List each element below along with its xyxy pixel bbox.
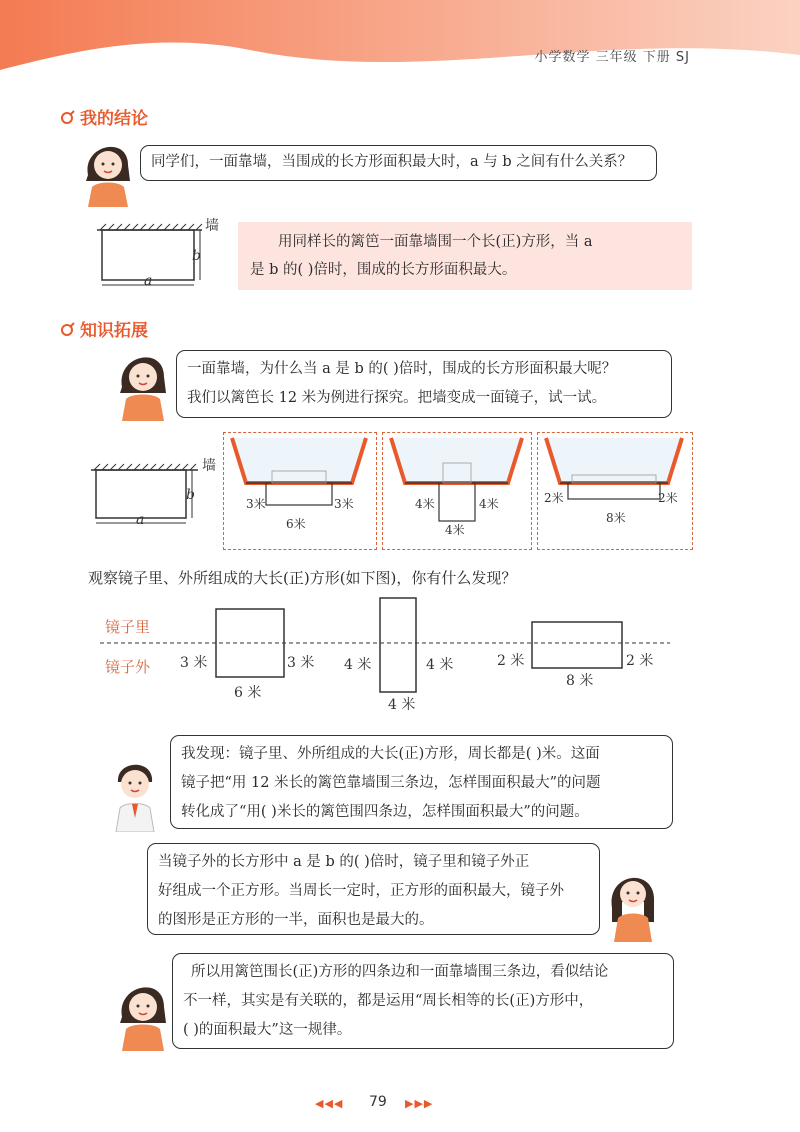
inside-mirror-label: 镜子里 <box>105 618 151 636</box>
question-text: 同学们，一面靠墙，当围成的长方形面积最大时，a 与 b 之间有什么关系？ <box>151 154 633 170</box>
girl-avatar <box>604 862 662 942</box>
final-conclusion-bubble <box>172 953 674 1049</box>
rect1-left-label: 3 米 <box>180 655 208 671</box>
wall-rectangle-diagram <box>92 215 222 295</box>
mirror-left-label: 4米 <box>415 497 435 511</box>
a-label: a <box>136 512 145 528</box>
mirror-right-label: 3米 <box>334 497 354 511</box>
mirror-bottom-label: 6米 <box>286 517 306 531</box>
statement-line-1: 用同样长的篱笆一面靠墙围一个长(正)方形，当 a <box>278 234 593 250</box>
wall-label: 墙 <box>205 218 219 234</box>
outside-mirror-label: 镜子外 <box>105 658 151 676</box>
extension-bubble-line-1: 一面靠墙，为什么当 a 是 b 的( )倍时，围成的长方形面积最大呢？ <box>187 361 617 377</box>
rect3-bottom-label: 8 米 <box>566 673 594 689</box>
a-label: a <box>144 273 153 289</box>
extension-bubble <box>176 350 672 418</box>
mirror-panel-1 <box>223 432 377 550</box>
page-number: 79 <box>369 1094 387 1110</box>
rect2-left-label: 4 米 <box>344 657 372 673</box>
header-band <box>0 0 800 80</box>
finding-line-2: 镜子把“用 12 米长的篱笆靠墙围三条边，怎样围面积最大”的问题 <box>181 775 601 791</box>
teacher-avatar <box>78 135 138 207</box>
boy-avatar <box>104 752 166 832</box>
rect3-right-label: 2 米 <box>626 653 654 669</box>
pen-icon <box>60 109 76 125</box>
mirror-right-label: 2米 <box>658 491 678 505</box>
rect1-bottom-label: 6 米 <box>234 685 262 701</box>
wall-label: 墙 <box>202 458 216 474</box>
section-title-text: 知识拓展 <box>80 321 148 341</box>
rect2-bottom-label: 4 米 <box>388 697 416 713</box>
extension-bubble-line-2: 我们以篱笆长 12 米为例进行探究。把墙变成一面镜子，试一试。 <box>187 390 607 406</box>
mirror-bottom-label: 4米 <box>445 523 465 537</box>
question-bubble <box>140 145 657 181</box>
pen-icon <box>60 321 76 337</box>
final-line-3: ( )的面积最大”这一规律。 <box>183 1022 352 1038</box>
header-book-info: 小学数学 三年级 下册 SJ <box>534 50 690 65</box>
mirror-left-label: 3米 <box>246 497 266 511</box>
section-title-text: 我的结论 <box>80 109 148 129</box>
mirror-bottom-label: 8米 <box>606 511 626 525</box>
final-line-2: 不一样，其实是有关联的，都是运用“周长相等的长(正)方形中， <box>183 993 594 1009</box>
conclusion-statement-box <box>238 222 692 290</box>
mirror-panel-2 <box>382 432 532 550</box>
finding-line-3: 转化成了“用( )米长的篱笆围四条边，怎样围面积最大”的问题。 <box>181 804 589 820</box>
b-label: b <box>192 248 201 264</box>
girl-line-3: 的图形是正方形的一半，面积也是最大的。 <box>158 912 434 928</box>
right-arrows-icon: ▶▶▶ <box>405 1097 434 1110</box>
b-label: b <box>186 487 195 503</box>
wall-rectangle-diagram <box>86 455 216 535</box>
boy-finding-bubble <box>170 735 673 829</box>
section-title-extension <box>60 316 148 341</box>
final-line-1: 所以用篱笆围长(正)方形的四条边和一面靠墙围三条边，看似结论 <box>191 964 609 980</box>
girl-line-1: 当镜子外的长方形中 a 是 b 的( )倍时，镜子里和镜子外正 <box>158 854 530 870</box>
girl-explanation-bubble <box>147 843 600 935</box>
observe-question: 观察镜子里、外所组成的大长(正)方形(如下图)，你有什么发现？ <box>88 569 517 587</box>
rect1-right-label: 3 米 <box>287 655 315 671</box>
teacher-avatar <box>112 975 174 1051</box>
finding-line-1: 我发现：镜子里、外所组成的大长(正)方形，周长都是( )米。这面 <box>181 746 600 762</box>
girl-line-2: 好组成一个正方形。当周长一定时，正方形的面积最大，镜子外 <box>158 883 564 899</box>
mirror-right-label: 4米 <box>479 497 499 511</box>
mirror-panel-3 <box>537 432 693 550</box>
rect2-right-label: 4 米 <box>426 657 454 673</box>
statement-line-2: 是 b 的( )倍时，围成的长方形面积最大。 <box>250 262 517 278</box>
teacher-avatar <box>112 345 174 421</box>
rect3-left-label: 2 米 <box>497 653 525 669</box>
mirror-left-label: 2米 <box>544 491 564 505</box>
left-arrows-icon: ◀◀◀ <box>315 1097 344 1110</box>
section-title-conclusion <box>60 104 148 129</box>
